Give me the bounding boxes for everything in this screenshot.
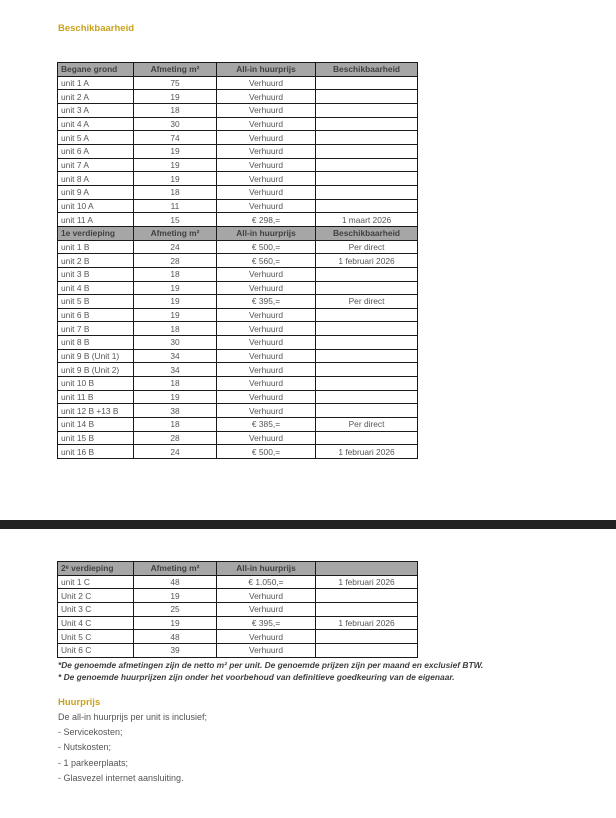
- unit-cell: unit 5 A: [58, 131, 134, 145]
- availability-cell: [316, 630, 418, 644]
- unit-cell: unit 4 B: [58, 281, 134, 295]
- size-cell: 19: [134, 281, 217, 295]
- huurprijs-item: - Nutskosten;: [58, 742, 112, 753]
- header-availability: [316, 562, 418, 576]
- table-row: [58, 281, 418, 295]
- table-row: [58, 131, 418, 145]
- footnote-approval: * De genoemde huurprijzen zijn onder het voorbehoud van definitieve goedkeuring van de eigenaar.: [58, 672, 455, 682]
- price-cell: Verhuurd: [217, 185, 316, 199]
- availability-cell: [316, 431, 418, 445]
- availability-cell: 1 februari 2026: [316, 254, 418, 268]
- unit-cell: unit 2 A: [58, 90, 134, 104]
- availability-cell: [316, 90, 418, 104]
- size-cell: 38: [134, 404, 217, 418]
- size-cell: 18: [134, 418, 217, 432]
- availability-cell: [316, 390, 418, 404]
- availability-table-second-floor: [57, 561, 418, 658]
- size-cell: 30: [134, 117, 217, 131]
- unit-cell: unit 5 B: [58, 295, 134, 309]
- unit-cell: unit 9 B (Unit 2): [58, 363, 134, 377]
- price-cell: Verhuurd: [217, 349, 316, 363]
- size-cell: 18: [134, 267, 217, 281]
- table-header-row: [58, 63, 418, 77]
- price-cell: Verhuurd: [217, 431, 316, 445]
- price-cell: Verhuurd: [217, 172, 316, 186]
- price-cell: Verhuurd: [217, 322, 316, 336]
- availability-cell: 1 februari 2026: [316, 575, 418, 589]
- unit-cell: unit 16 B: [58, 445, 134, 459]
- unit-cell: unit 7 B: [58, 322, 134, 336]
- price-cell: € 395,=: [217, 295, 316, 309]
- size-cell: 25: [134, 602, 217, 616]
- price-cell: € 560,=: [217, 254, 316, 268]
- availability-cell: [316, 377, 418, 391]
- table-row: [58, 267, 418, 281]
- unit-cell: unit 8 A: [58, 172, 134, 186]
- unit-cell: unit 9 A: [58, 185, 134, 199]
- size-cell: 18: [134, 377, 217, 391]
- size-cell: 30: [134, 336, 217, 350]
- availability-cell: [316, 322, 418, 336]
- unit-cell: Unit 4 C: [58, 616, 134, 630]
- table-row: [58, 589, 418, 603]
- table-row: [58, 445, 418, 459]
- header-floor: 2ᵉ verdieping: [58, 562, 134, 576]
- table-row: [58, 363, 418, 377]
- availability-cell: [316, 267, 418, 281]
- size-cell: 19: [134, 172, 217, 186]
- size-cell: 28: [134, 431, 217, 445]
- availability-cell: [316, 281, 418, 295]
- price-cell: Verhuurd: [217, 117, 316, 131]
- unit-cell: unit 2 B: [58, 254, 134, 268]
- header-floor: Begane grond: [58, 63, 134, 77]
- price-cell: Verhuurd: [217, 281, 316, 295]
- unit-cell: unit 1 C: [58, 575, 134, 589]
- table-row: [58, 390, 418, 404]
- unit-cell: unit 9 B (Unit 1): [58, 349, 134, 363]
- unit-cell: unit 6 A: [58, 144, 134, 158]
- unit-cell: unit 3 B: [58, 267, 134, 281]
- unit-cell: unit 1 A: [58, 76, 134, 90]
- unit-cell: unit 4 A: [58, 117, 134, 131]
- table-row: [58, 431, 418, 445]
- size-cell: 15: [134, 213, 217, 227]
- table-row: [58, 158, 418, 172]
- size-cell: 24: [134, 240, 217, 254]
- availability-cell: [316, 76, 418, 90]
- price-cell: € 298,=: [217, 213, 316, 227]
- availability-cell: [316, 602, 418, 616]
- availability-cell: Per direct: [316, 240, 418, 254]
- table-row: [58, 643, 418, 657]
- availability-cell: [316, 349, 418, 363]
- price-cell: Verhuurd: [217, 404, 316, 418]
- unit-cell: Unit 6 C: [58, 643, 134, 657]
- table-row: [58, 575, 418, 589]
- table-row: [58, 185, 418, 199]
- unit-cell: unit 15 B: [58, 431, 134, 445]
- header-floor: 1e verdieping: [58, 226, 134, 240]
- size-cell: 19: [134, 144, 217, 158]
- size-cell: 19: [134, 295, 217, 309]
- price-cell: Verhuurd: [217, 131, 316, 145]
- price-cell: Verhuurd: [217, 390, 316, 404]
- unit-cell: unit 8 B: [58, 336, 134, 350]
- table-row: [58, 240, 418, 254]
- unit-cell: unit 14 B: [58, 418, 134, 432]
- price-cell: Verhuurd: [217, 363, 316, 377]
- table-row: [58, 172, 418, 186]
- table-row: [58, 254, 418, 268]
- price-cell: Verhuurd: [217, 377, 316, 391]
- price-cell: Verhuurd: [217, 144, 316, 158]
- availability-cell: [316, 185, 418, 199]
- price-cell: Verhuurd: [217, 630, 316, 644]
- availability-cell: [316, 172, 418, 186]
- table-row: [58, 295, 418, 309]
- size-cell: 19: [134, 158, 217, 172]
- unit-cell: unit 1 B: [58, 240, 134, 254]
- availability-cell: [316, 363, 418, 377]
- size-cell: 39: [134, 643, 217, 657]
- header-price: All-in huurprijs: [217, 562, 316, 576]
- header-availability: Beschikbaarheid: [316, 226, 418, 240]
- table-row: [58, 418, 418, 432]
- header-size: Afmeting m²: [134, 63, 217, 77]
- unit-cell: unit 12 B +13 B: [58, 404, 134, 418]
- table-row: [58, 630, 418, 644]
- table-row: [58, 404, 418, 418]
- table-row: [58, 349, 418, 363]
- size-cell: 19: [134, 90, 217, 104]
- table-row: [58, 103, 418, 117]
- unit-cell: unit 11 A: [58, 213, 134, 227]
- price-cell: Verhuurd: [217, 103, 316, 117]
- header-price: All-in huurprijs: [217, 63, 316, 77]
- availability-cell: 1 februari 2026: [316, 616, 418, 630]
- unit-cell: unit 11 B: [58, 390, 134, 404]
- size-cell: 48: [134, 575, 217, 589]
- unit-cell: Unit 5 C: [58, 630, 134, 644]
- huurprijs-intro: De all-in huurprijs per unit is inclusief;: [58, 712, 208, 722]
- table-row: [58, 336, 418, 350]
- availability-cell: [316, 336, 418, 350]
- price-cell: Verhuurd: [217, 589, 316, 603]
- unit-cell: unit 10 A: [58, 199, 134, 213]
- table-row: [58, 602, 418, 616]
- availability-cell: [316, 404, 418, 418]
- size-cell: 18: [134, 322, 217, 336]
- availability-cell: [316, 308, 418, 322]
- table-row: [58, 377, 418, 391]
- price-cell: Verhuurd: [217, 158, 316, 172]
- footnotes: [58, 659, 483, 683]
- availability-cell: [316, 643, 418, 657]
- price-cell: Verhuurd: [217, 90, 316, 104]
- table-row: [58, 213, 418, 227]
- table-header-row: [58, 562, 418, 576]
- availability-table-ground-first: [57, 62, 418, 459]
- availability-cell: [316, 131, 418, 145]
- huurprijs-list: [58, 710, 207, 786]
- unit-cell: unit 10 B: [58, 377, 134, 391]
- table-header-row: [58, 226, 418, 240]
- size-cell: 28: [134, 254, 217, 268]
- size-cell: 18: [134, 185, 217, 199]
- footnote-sizes: *De genoemde afmetingen zijn de netto m² per unit. De genoemde prijzen zijn per maand en exclusief BTW.: [58, 660, 484, 670]
- size-cell: 18: [134, 103, 217, 117]
- size-cell: 19: [134, 616, 217, 630]
- size-cell: 75: [134, 76, 217, 90]
- availability-cell: [316, 158, 418, 172]
- price-cell: € 1.050,=: [217, 575, 316, 589]
- availability-cell: [316, 589, 418, 603]
- huurprijs-item: - Servicekosten;: [58, 727, 123, 738]
- table-row: [58, 117, 418, 131]
- header-price: All-in huurprijs: [217, 226, 316, 240]
- table-row: [58, 616, 418, 630]
- availability-cell: 1 februari 2026: [316, 445, 418, 459]
- unit-cell: unit 7 A: [58, 158, 134, 172]
- availability-cell: [316, 199, 418, 213]
- table-row: [58, 199, 418, 213]
- price-cell: € 385,=: [217, 418, 316, 432]
- unit-cell: unit 6 B: [58, 308, 134, 322]
- price-cell: Verhuurd: [217, 76, 316, 90]
- table-row: [58, 76, 418, 90]
- huurprijs-item: - Glasvezel internet aansluiting.: [58, 772, 184, 783]
- unit-cell: unit 3 A: [58, 103, 134, 117]
- unit-cell: Unit 2 C: [58, 589, 134, 603]
- section-title-huurprijs: Huurprijs: [58, 697, 101, 708]
- availability-cell: [316, 144, 418, 158]
- size-cell: 24: [134, 445, 217, 459]
- size-cell: 34: [134, 349, 217, 363]
- header-size: Afmeting m²: [134, 226, 217, 240]
- availability-cell: [316, 117, 418, 131]
- size-cell: 48: [134, 630, 217, 644]
- price-cell: Verhuurd: [217, 336, 316, 350]
- availability-cell: 1 maart 2026: [316, 213, 418, 227]
- header-size: Afmeting m²: [134, 562, 217, 576]
- price-cell: Verhuurd: [217, 308, 316, 322]
- unit-cell: Unit 3 C: [58, 602, 134, 616]
- size-cell: 19: [134, 308, 217, 322]
- availability-cell: Per direct: [316, 418, 418, 432]
- huurprijs-item: - 1 parkeerplaats;: [58, 757, 129, 768]
- size-cell: 11: [134, 199, 217, 213]
- header-availability: Beschikbaarheid: [316, 63, 418, 77]
- price-cell: € 500,=: [217, 445, 316, 459]
- size-cell: 34: [134, 363, 217, 377]
- section-title-beschikbaarheid: Beschikbaarheid: [58, 23, 135, 34]
- size-cell: 74: [134, 131, 217, 145]
- availability-cell: Per direct: [316, 295, 418, 309]
- price-cell: € 500,=: [217, 240, 316, 254]
- price-cell: Verhuurd: [217, 643, 316, 657]
- page-divider: [0, 520, 616, 529]
- price-cell: Verhuurd: [217, 602, 316, 616]
- size-cell: 19: [134, 390, 217, 404]
- price-cell: € 395,=: [217, 616, 316, 630]
- price-cell: Verhuurd: [217, 199, 316, 213]
- table-row: [58, 308, 418, 322]
- price-cell: Verhuurd: [217, 267, 316, 281]
- availability-cell: [316, 103, 418, 117]
- table-row: [58, 144, 418, 158]
- size-cell: 19: [134, 589, 217, 603]
- table-row: [58, 322, 418, 336]
- table-row: [58, 90, 418, 104]
